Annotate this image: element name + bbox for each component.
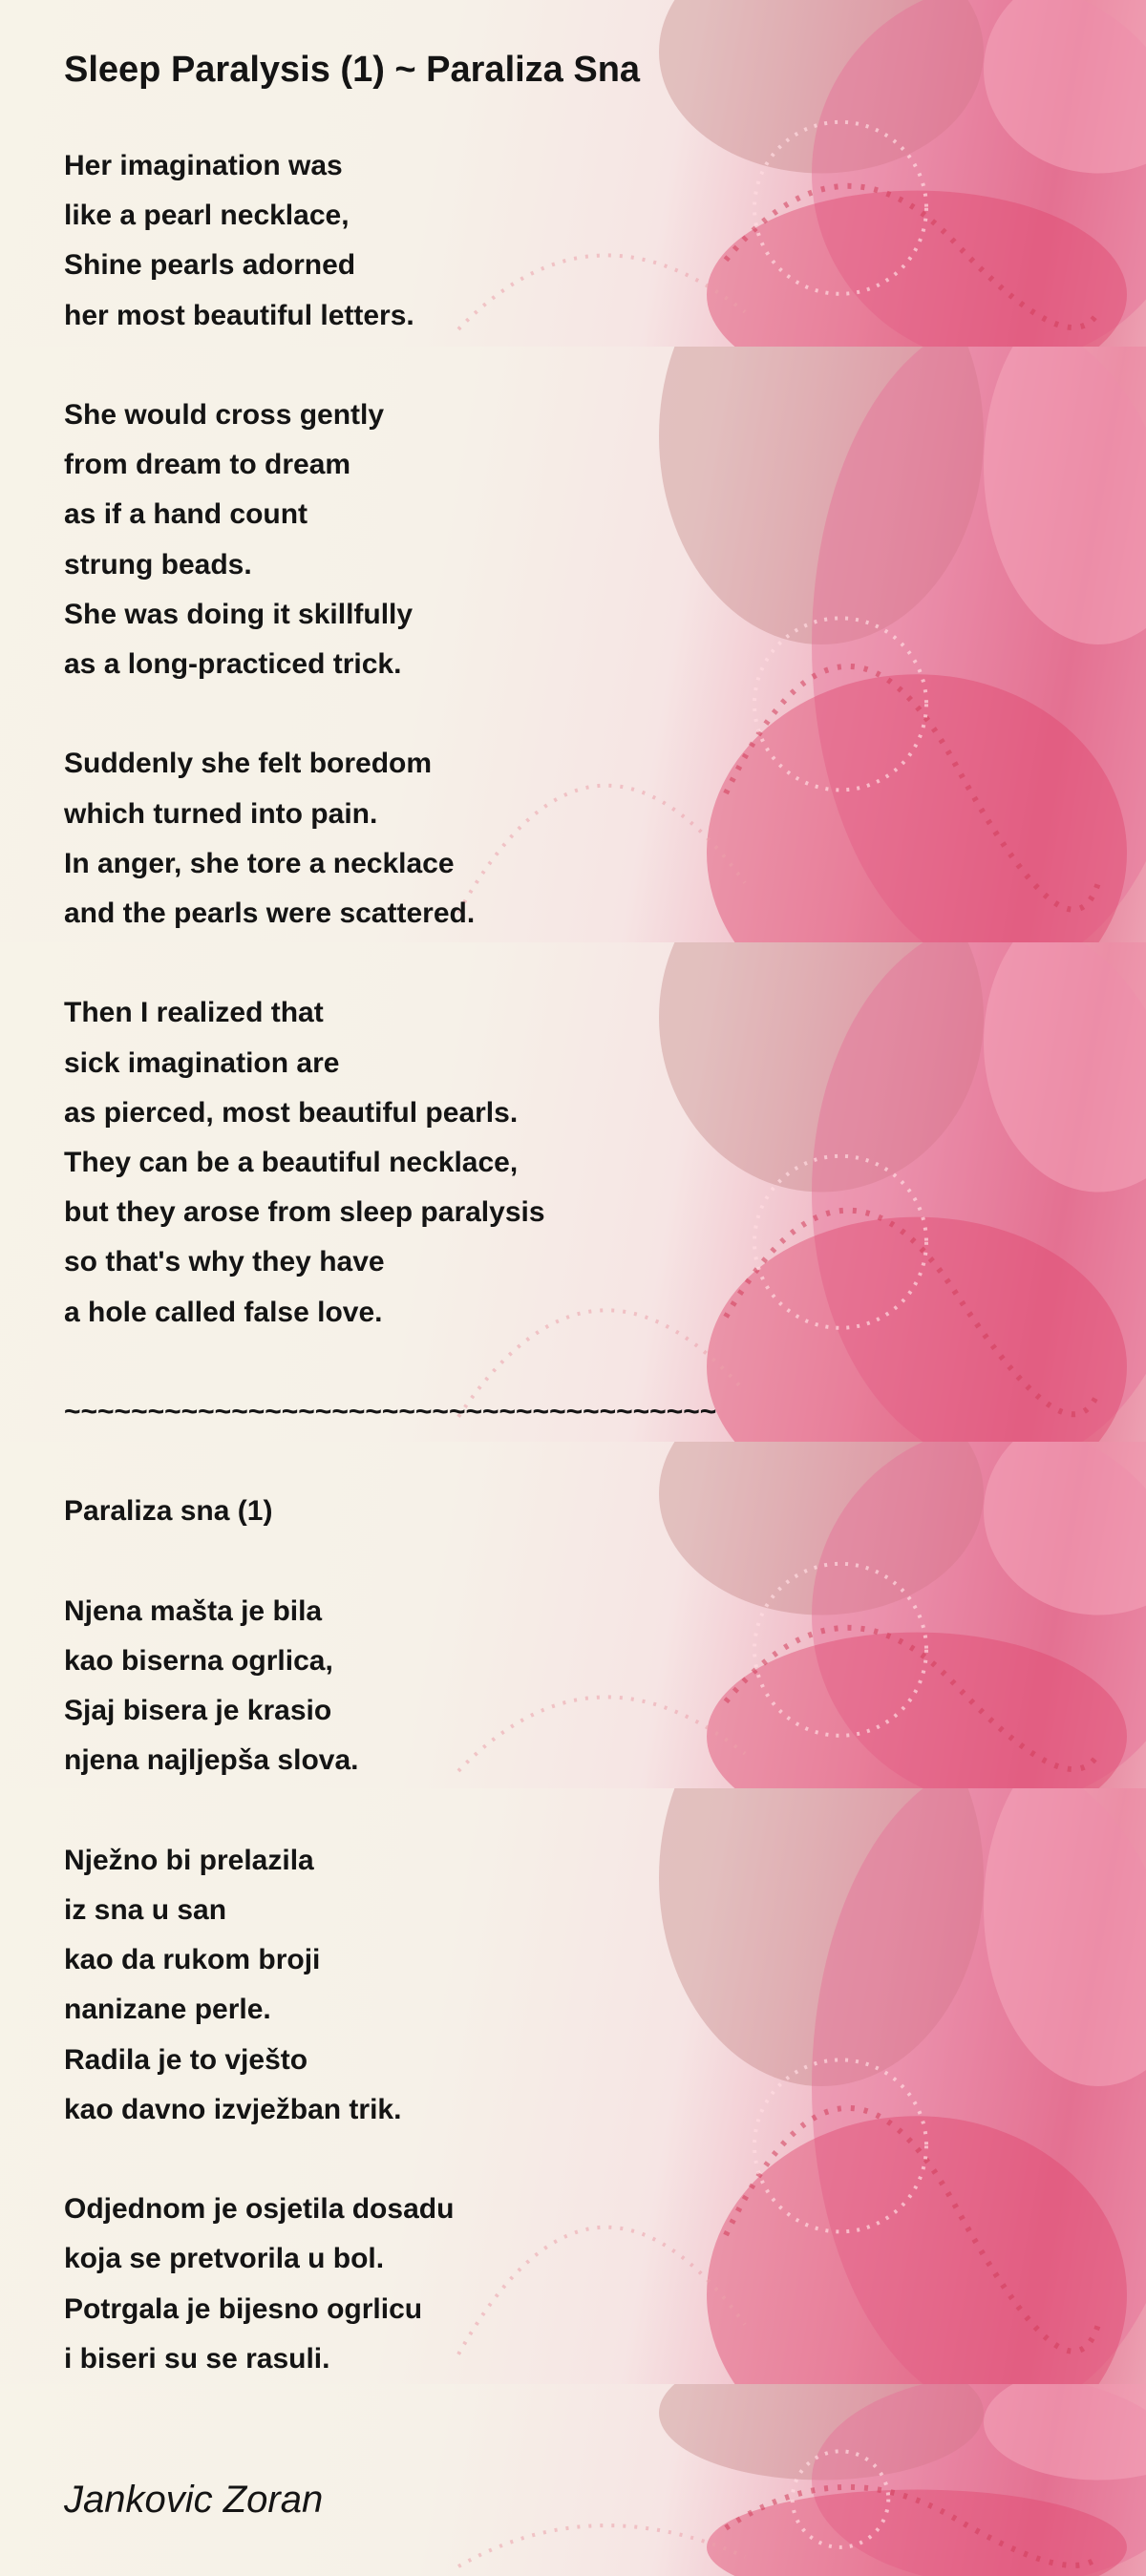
poem-title: Sleep Paralysis (1) ~ Paraliza Sna bbox=[64, 50, 641, 90]
poem-line: Sjaj bisera je krasio bbox=[64, 1695, 332, 1727]
poem-line: as a long-practiced trick. bbox=[64, 648, 402, 680]
poem-line: and the pearls were scattered. bbox=[64, 897, 476, 929]
poem-line: kao davno izvježban trik. bbox=[64, 2093, 402, 2125]
poem-line: a hole called false love. bbox=[64, 1296, 383, 1328]
poem-line: but they arose from sleep paralysis bbox=[64, 1196, 545, 1229]
poem-line: nanizane perle. bbox=[64, 1994, 271, 2026]
poem-line: koja se pretvorila u bol. bbox=[64, 2243, 385, 2275]
poem-line: strung beads. bbox=[64, 548, 252, 581]
poem-line: kao biserna ogrlica, bbox=[64, 1645, 333, 1677]
poem-line: her most beautiful letters. bbox=[64, 299, 414, 331]
poem-line: She would cross gently bbox=[64, 399, 385, 431]
poem-line: as if a hand count bbox=[64, 498, 308, 531]
poem-line: kao da rukom broji bbox=[64, 1944, 321, 1976]
poem-line: so that's why they have bbox=[64, 1246, 385, 1278]
poem-line: like a pearl necklace, bbox=[64, 200, 350, 232]
poem-line: Suddenly she felt boredom bbox=[64, 748, 433, 780]
poem-line: njena najljepša slova. bbox=[64, 1744, 359, 1777]
poem-line: Shine pearls adorned bbox=[64, 249, 356, 282]
poem-line: Her imagination was bbox=[64, 150, 343, 181]
poem-line: They can be a beautiful necklace, bbox=[64, 1147, 519, 1178]
poem-line: from dream to dream bbox=[64, 449, 351, 481]
poem-line: She was doing it skillfully bbox=[64, 598, 414, 630]
poem-line: sick imagination are bbox=[64, 1046, 340, 1079]
poem-line: Radila je to vješto bbox=[64, 2043, 308, 2076]
poem-line: iz sna u san bbox=[64, 1894, 227, 1926]
poem-line: i biseri su se rasuli. bbox=[64, 2342, 330, 2375]
poem-line: Nježno bi prelazila bbox=[64, 1844, 314, 1876]
poem-line: Odjednom je osjetila dosadu bbox=[64, 2193, 455, 2226]
poem-line: Paraliza sna (1) bbox=[64, 1495, 273, 1528]
poem-line: which turned into pain. bbox=[64, 797, 378, 830]
poem-line: Njena mašta je bila bbox=[64, 1594, 323, 1627]
poem-line: ~~~~~~~~~~~~~~~~~~~~~~~~~~~~~~~~~~~~~~~ bbox=[64, 1396, 717, 1427]
poem-line: Potrgala je bijesno ogrlicu bbox=[64, 2292, 423, 2325]
poem-line: Then I realized that bbox=[64, 997, 324, 1029]
poem-author: Jankovic Zoran bbox=[64, 2479, 324, 2521]
poem-line: as pierced, most beautiful pearls. bbox=[64, 1096, 519, 1129]
poem-line: In anger, she tore a necklace bbox=[64, 847, 455, 879]
